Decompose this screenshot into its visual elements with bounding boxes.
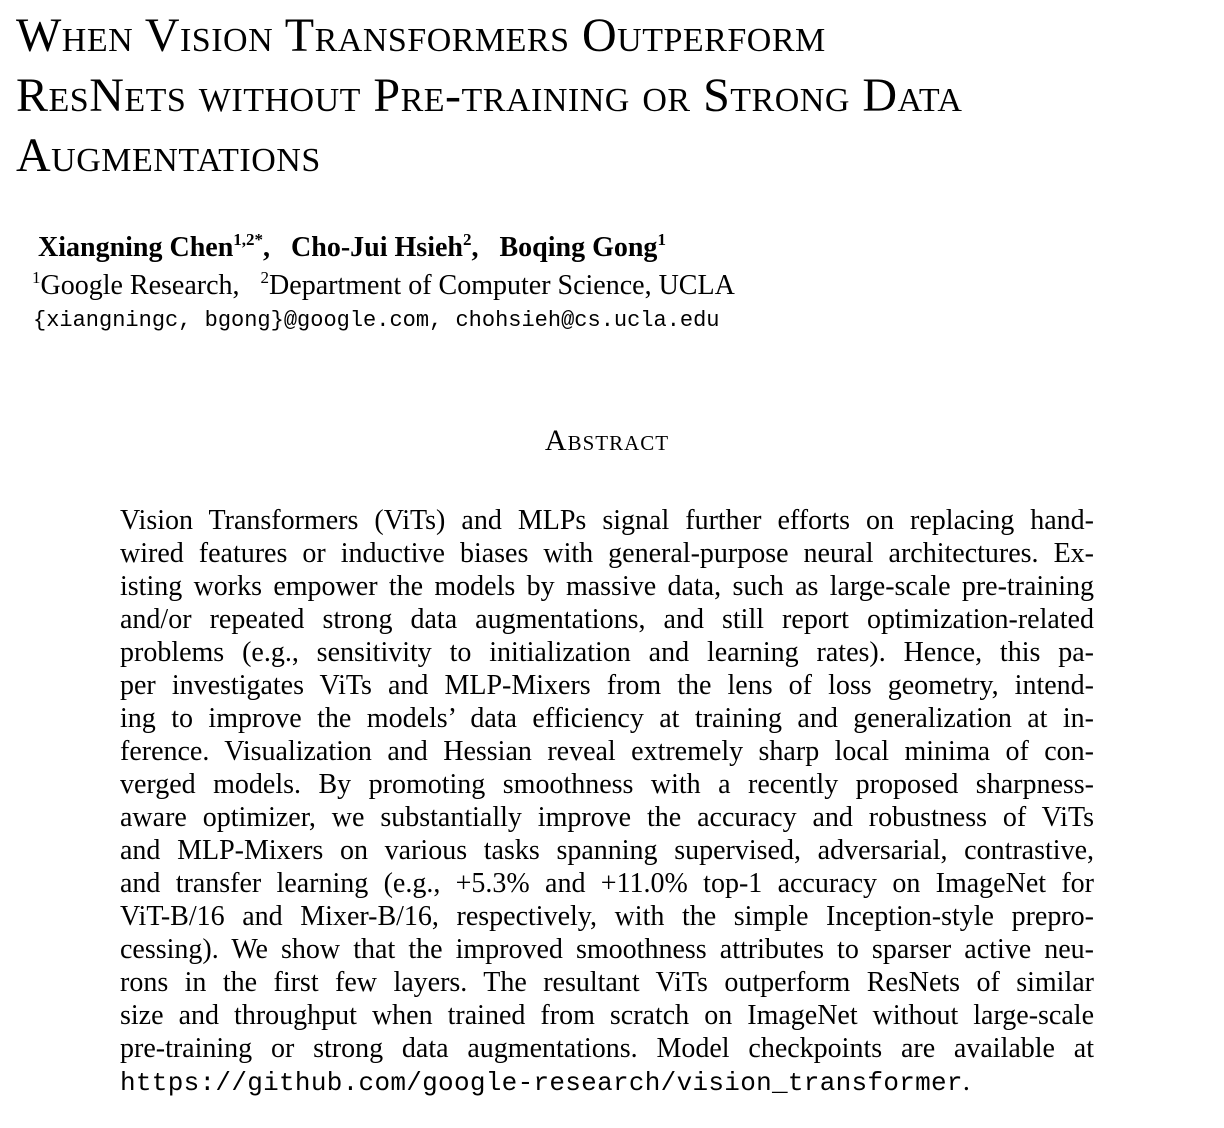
abstract-line bbox=[120, 1065, 1094, 1098]
abstract-line: problems (e.g., sensitivity to initialization and learning rates). Hence, this pa- bbox=[120, 637, 1094, 668]
title-line: When Vision Transformers Outperform bbox=[16, 9, 826, 62]
author-name: Cho-Jui Hsieh bbox=[291, 232, 463, 263]
author-name: Boqing Gong bbox=[499, 232, 658, 263]
abstract-line: size and throughput when trained from scratch on ImageNet without large-scale bbox=[120, 1000, 1094, 1031]
affiliation-name: Department of Computer Science, UCLA bbox=[269, 270, 735, 301]
author-separator: , bbox=[263, 232, 271, 263]
abstract-line: wired features or inductive biases with general-purpose neural architectures. Ex- bbox=[120, 538, 1094, 569]
abstract-line: per investigates ViTs and MLP-Mixers from the lens of loss geometry, intend- bbox=[120, 670, 1094, 701]
title-line: ResNets without Pre-training or Strong Data bbox=[16, 69, 963, 122]
abstract-line: ing to improve the models’ data efficiency at training and generalization at in- bbox=[120, 703, 1094, 734]
author-separator: , bbox=[471, 232, 479, 263]
abstract-final-period: . bbox=[962, 1066, 970, 1097]
abstract-body bbox=[120, 504, 1094, 1098]
author-affiliation-mark: 2 bbox=[462, 230, 472, 249]
abstract-line: and/or repeated strong data augmentations, and still report optimization-related bbox=[120, 604, 1094, 635]
author-emails: {xiangningc, bgong}@google.com, chohsieh@cs.ucla.edu bbox=[33, 308, 720, 333]
affiliation-number: 1 bbox=[32, 268, 41, 287]
abstract-heading: Abstract bbox=[544, 424, 670, 457]
abstract-line: verged models. By promoting smoothness with a recently proposed sharpness- bbox=[120, 769, 1094, 800]
abstract-line: aware optimizer, we substantially improve the accuracy and robustness of ViTs bbox=[120, 802, 1094, 833]
checkpoint-link[interactable]: https://github.com/google-research/vision_transformer bbox=[120, 1068, 963, 1098]
abstract-line: Vision Transformers (ViTs) and MLPs signal further efforts on replacing hand- bbox=[120, 505, 1094, 536]
author-name: Xiangning Chen bbox=[38, 232, 234, 263]
abstract-line: ViT-B/16 and Mixer-B/16, respectively, with the simple Inception-style prepro- bbox=[120, 901, 1094, 932]
abstract-line: isting works empower the models by massive data, such as large-scale pre-training bbox=[120, 571, 1094, 602]
corresponding-author-mark: * bbox=[254, 230, 264, 249]
abstract-line: rons in the first few layers. The resultant ViTs outperform ResNets of similar bbox=[120, 967, 1094, 998]
author-affiliation-mark: 1,2 bbox=[233, 230, 255, 249]
author-affiliation-mark: 1 bbox=[657, 230, 666, 249]
abstract-line: and MLP-Mixers on various tasks spanning supervised, adversarial, contrastive, bbox=[120, 835, 1094, 866]
abstract-line: ference. Visualization and Hessian reveal extremely sharp local minima of con- bbox=[120, 736, 1094, 767]
abstract-line: and transfer learning (e.g., +5.3% and +11.0% top-1 accuracy on ImageNet for bbox=[120, 868, 1094, 899]
affiliation-name: Google Research, bbox=[40, 270, 240, 301]
affiliation-number: 2 bbox=[260, 268, 270, 287]
abstract-line: cessing). We show that the improved smoothness attributes to sparser active neu- bbox=[120, 934, 1094, 965]
abstract-line: pre-training or strong data augmentations. Model checkpoints are available at bbox=[120, 1033, 1094, 1064]
title-line: Augmentations bbox=[16, 129, 321, 182]
affiliation-list bbox=[32, 270, 735, 302]
paper-title bbox=[16, 6, 1216, 186]
author-list bbox=[38, 232, 666, 264]
